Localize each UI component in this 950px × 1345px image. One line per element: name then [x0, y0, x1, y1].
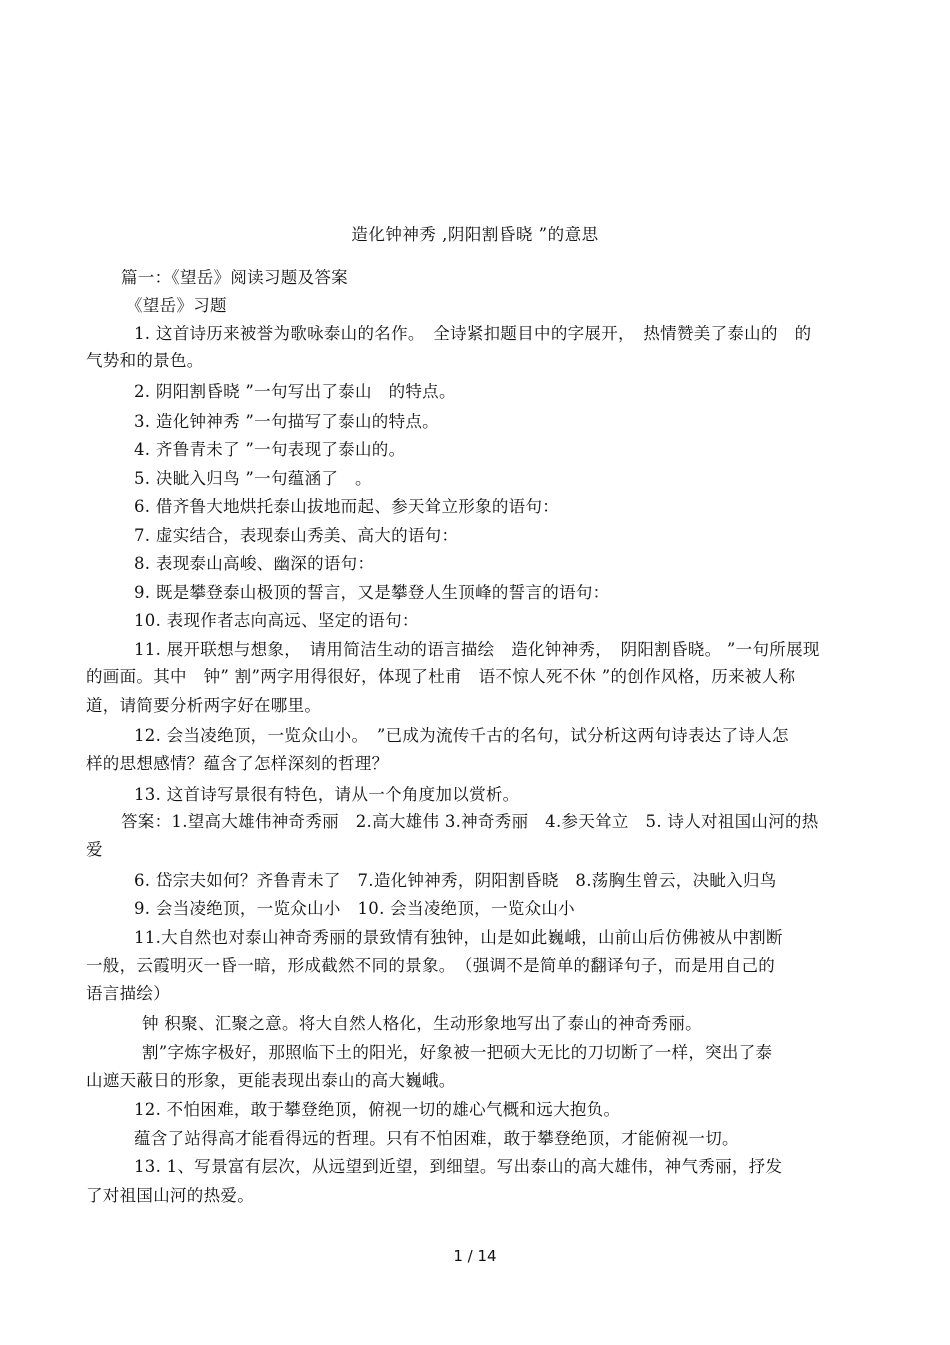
answer-line: 答案：1.望高大雄伟神奇秀丽 2.高大雄伟 3.神奇秀丽 4.参天耸立 5. 诗人对祖国山河的热 — [121, 812, 819, 831]
subsection-heading: 《望岳》习题 — [126, 296, 227, 315]
answer-line: 一般，云霞明灭一昏一暗，形成截然不同的景象。 （强调不是简单的翻译句子，而是用自己的 — [86, 956, 776, 975]
page-number: 1 / 14 — [453, 1247, 497, 1265]
question-line: 道，请简要分析两字好在哪里。 — [86, 696, 322, 715]
question-line: 8. 表现泰山高峻、幽深的语句： — [134, 554, 375, 573]
question-line: 12. 会当凌绝顶，一览众山小。 ”已成为流传千古的名句，试分析这两句诗表达了诗人怎 — [134, 726, 789, 745]
question-line: 样的思想感情？蕴含了怎样深刻的哲理？ — [86, 754, 389, 773]
section-heading: 篇一：《望岳》阅读习题及答案 — [121, 268, 348, 287]
question-line: 9. 既是攀登泰山极顶的誓言，又是攀登人生顶峰的誓言的语句： — [134, 583, 610, 602]
question-line: 2. 阴阳割昏晓 ”一句写出了泰山 的特点。 — [134, 382, 456, 401]
answer-line: 割”字炼字极好，那照临下土的阳光，好象被一把硕大无比的刀切断了一样，突出了泰 — [142, 1043, 773, 1062]
answer-line: 爱 — [86, 840, 103, 859]
question-line: 的画面。其中 钟” 割”两字用得很好，体现了杜甫 语不惊人死不休 ”的创作风格，历来被人称 — [86, 667, 796, 686]
answer-line: 蕴含了站得高才能看得远的哲理。只有不怕困难，敢于攀登绝顶，才能俯视一切。 — [134, 1129, 739, 1148]
question-line: 4. 齐鲁青未了 ”一句表现了泰山的。 — [134, 440, 406, 459]
answer-line: 9. 会当凌绝顶，一览众山小 10. 会当凌绝顶，一览众山小 — [134, 899, 575, 918]
answer-line: 12. 不怕困难，敢于攀登绝顶，俯视一切的雄心气概和远大抱负。 — [134, 1100, 621, 1119]
question-line: 3. 造化钟神秀 ”一句描写了泰山的特点。 — [134, 412, 439, 431]
question-line: 6. 借齐鲁大地烘托泰山拔地而起、参天耸立形象的语句： — [134, 497, 560, 516]
answer-line: 了对祖国山河的热爱。 — [86, 1186, 254, 1205]
question-line: 1. 这首诗历来被誉为歌咏泰山的名作。 全诗紧扣题目中的字展开， 热情赞美了泰山的 的 — [134, 324, 812, 343]
question-line: 5. 决眦入归鸟 ”一句蕴涵了 。 — [134, 469, 372, 488]
answer-line: 语言描绘） — [86, 984, 170, 1003]
document-title: 造化钟神秀 ,阴阳割昏晓 ”的意思 — [351, 225, 599, 244]
question-line: 10. 表现作者志向高远、坚定的语句： — [134, 611, 419, 630]
answer-line: 6. 岱宗夫如何？齐鲁青未了 7.造化钟神秀，阴阳割昏晓 8.荡胸生曾云，决眦入归鸟 — [134, 871, 777, 890]
answer-line: 13. 1、写景富有层次，从远望到近望，到细望。写出泰山的高大雄伟，神气秀丽，抒发 — [134, 1157, 783, 1176]
answer-line: 11.大自然也对泰山神奇秀丽的景致情有独钟，山是如此巍峨，山前山后仿佛被从中割断 — [134, 928, 783, 947]
question-line: 11. 展开联想与想象， 请用简洁生动的语言描绘 造化钟神秀， 阴阳割昏晓。 ”一句所展现 — [134, 640, 820, 659]
question-line: 7. 虚实结合，表现泰山秀美、高大的语句： — [134, 526, 459, 545]
question-line: 13. 这首诗写景很有特色，请从一个角度加以赏析。 — [134, 785, 520, 804]
question-line: 气势和的景色。 — [86, 351, 204, 370]
answer-line: 钟 积聚、汇聚之意。将大自然人格化，生动形象地写出了泰山的神奇秀丽。 — [142, 1014, 702, 1033]
answer-line: 山遮天蔽日的形象，更能表现出泰山的高大巍峨。 — [86, 1071, 456, 1090]
